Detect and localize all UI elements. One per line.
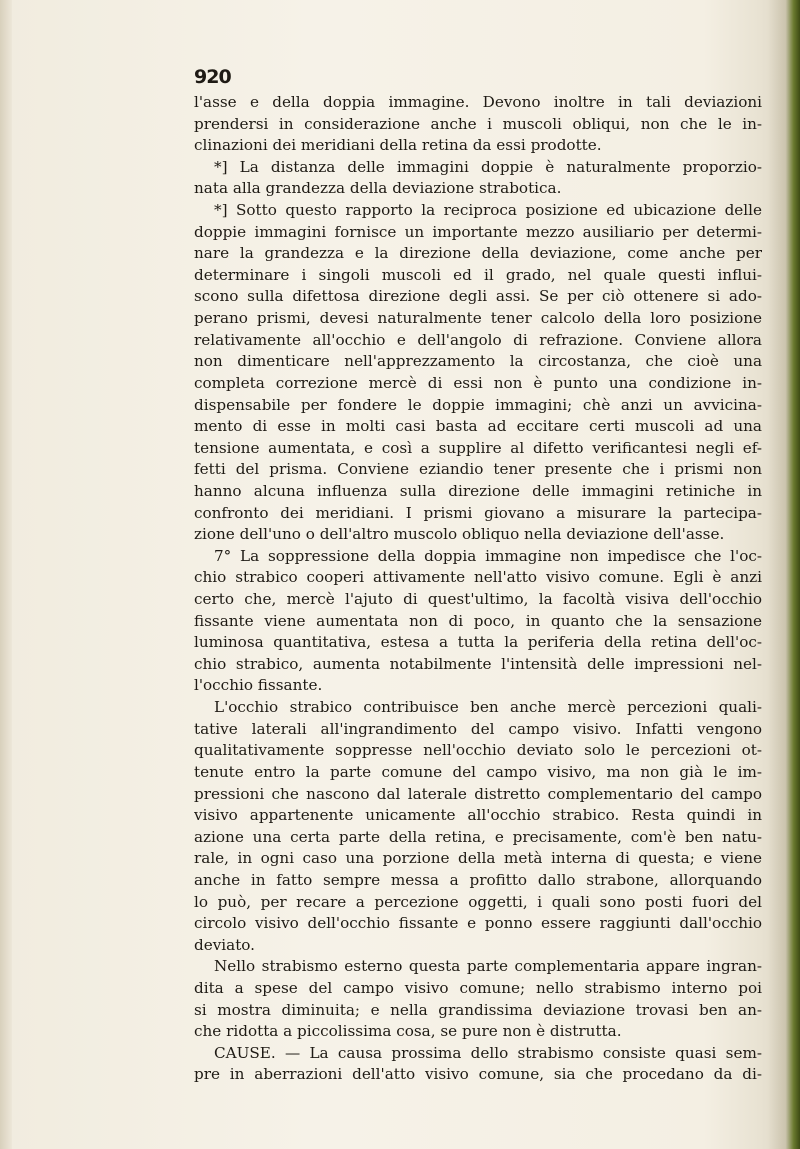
text-line: zione dell'uno o dell'altro muscolo obliquo nella deviazione dell'asse. <box>194 525 725 544</box>
text-line: Nello strabismo esterno questa parte complementaria appare ingran- <box>214 957 762 976</box>
text-line: qualitativamente soppresse nell'occhio deviato solo le percezioni ot- <box>194 741 762 760</box>
text-line: dispensabile per fondere le doppie immagini; chè anzi un avvicina- <box>194 395 762 414</box>
text-line: confronto dei meridiani. I prismi giovano a misurare la partecipa- <box>194 503 762 522</box>
text-line: *] La distanza delle immagini doppie è naturalmente proporzio- <box>214 157 762 176</box>
text-line: tative laterali all'ingrandimento del campo visivo. Infatti vengono <box>194 719 762 738</box>
text-line: completa correzione mercè di essi non è punto una condizione in- <box>194 373 762 392</box>
body-text <box>194 92 762 1086</box>
page-number: 920 <box>194 66 231 88</box>
text-line: scono sulla difettosa direzione degli assi. Se per ciò ottenere si ado- <box>194 287 762 306</box>
text-line: azione una certa parte della retina, e precisamente, com'è ben natu- <box>194 827 762 846</box>
page-edge <box>768 0 800 1149</box>
text-line: clinazioni dei meridiani della retina da essi prodotte. <box>194 136 602 155</box>
text-line: fetti del prisma. Conviene eziandio tener presente che i prismi non <box>194 460 762 479</box>
text-line: nata alla grandezza della deviazione strabotica. <box>194 179 562 198</box>
text-line: determinare i singoli muscoli ed il grado, nel quale questi influi- <box>194 265 762 284</box>
text-line: CAUSE. — La causa prossima dello strabismo consiste quasi sem- <box>214 1043 762 1062</box>
text-line: pre in aberrazioni dell'atto visivo comune, sia che procedano da di- <box>194 1065 762 1084</box>
text-line: fissante viene aumentata non di poco, in quanto che la sensazione <box>194 611 762 630</box>
text-line: certo che, mercè l'ajuto di quest'ultimo, la facoltà visiva dell'occhio <box>194 590 762 609</box>
text-line: 7° La soppressione della doppia immagine non impedisce che l'oc- <box>214 546 762 565</box>
text-line: L'occhio strabico contribuisce ben anche mercè percezioni quali- <box>214 698 762 717</box>
text-line: tensione aumentata, e così a supplire al difetto verificantesi negli ef- <box>194 438 762 457</box>
text-line: deviato. <box>194 935 256 954</box>
text-line: perano prismi, devesi naturalmente tener calcolo della loro posizione <box>194 309 762 328</box>
text-line: chio strabico, aumenta notabilmente l'intensità delle impressioni nel- <box>194 654 762 673</box>
text-line: rale, in ogni caso una porzione della metà interna di questa; e viene <box>194 849 762 868</box>
text-line: l'asse e della doppia immagine. Devono inoltre in tali deviazioni <box>194 93 762 111</box>
text-line: nare la grandezza e la direzione della deviazione, come anche per <box>194 244 762 263</box>
text-line: doppie immagini fornisce un importante mezzo ausiliario per determi- <box>194 222 762 241</box>
text-line: visivo appartenente unicamente all'occhio strabico. Resta quindi in <box>194 806 762 825</box>
text-line: tenute entro la parte comune del campo visivo, ma non già le im- <box>194 762 762 781</box>
text-line: dita a spese del campo visivo comune; nello strabismo interno poi <box>194 978 762 997</box>
text-line: mento di esse in molti casi basta ad eccitare certi muscoli ad una <box>194 417 762 436</box>
text-line: prendersi in considerazione anche i muscoli obliqui, non che le in- <box>194 114 762 133</box>
text-line: l'occhio fissante. <box>194 676 323 695</box>
text-line: che ridotta a piccolissima cosa, se pure non è distrutta. <box>194 1022 622 1041</box>
text-line: pressioni che nascono dal laterale distretto complementario del campo <box>194 784 762 803</box>
spine-shadow <box>0 0 12 1149</box>
text-line: *] Sotto questo rapporto la reciproca posizione ed ubicazione delle <box>214 201 762 220</box>
text-line: chio strabico cooperi attivamente nell'atto visivo comune. Egli è anzi <box>194 568 762 587</box>
text-line: hanno alcuna influenza sulla direzione delle immagini retiniche in <box>194 481 762 500</box>
text-line: lo può, per recare a percezione oggetti, i quali sono posti fuori del <box>194 892 762 911</box>
text-line: anche in fatto sempre messa a profitto dallo strabone, allorquando <box>194 870 762 889</box>
text-line: luminosa quantitativa, estesa a tutta la periferia della retina dell'oc- <box>194 633 762 652</box>
text-line: non dimenticare nell'apprezzamento la circostanza, che cioè una <box>194 352 762 371</box>
text-line: relativamente all'occhio e dell'angolo di refrazione. Conviene allora <box>194 330 762 349</box>
text-line: circolo visivo dell'occhio fissante e ponno essere raggiunti dall'occhio <box>194 914 762 933</box>
text-line: si mostra diminuita; e nella grandissima deviazione trovasi ben an- <box>194 1000 762 1019</box>
